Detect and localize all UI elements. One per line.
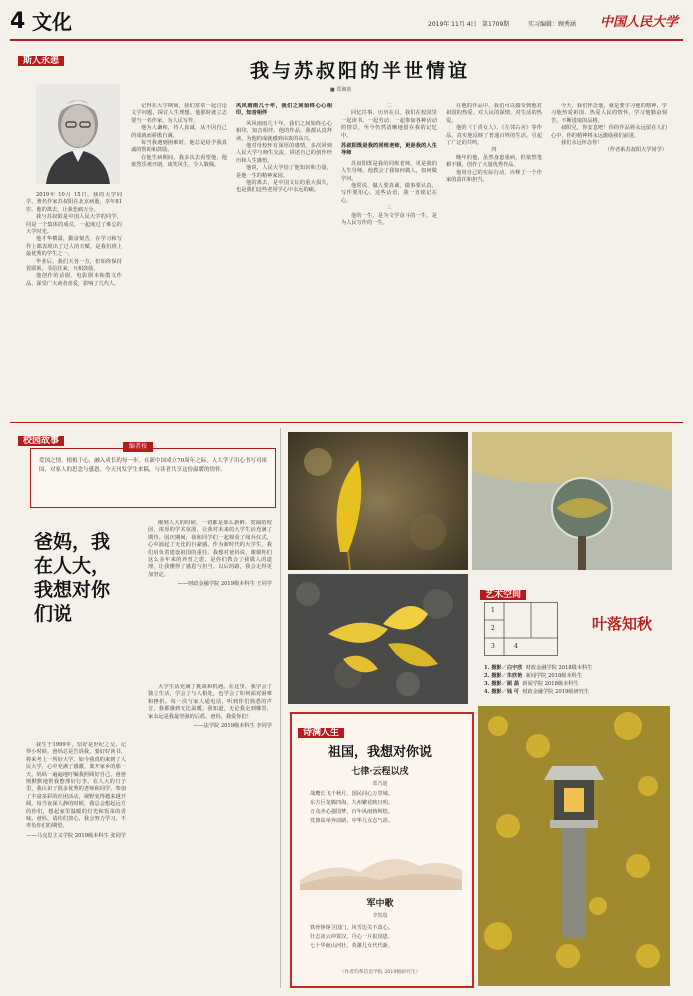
masthead-rule — [10, 39, 683, 41]
photo-3-yellow-leaves — [288, 574, 468, 704]
poem-2-title: 军中歌 — [366, 899, 394, 909]
photo-grid-diagram: 1 2 3 4 — [484, 602, 558, 656]
poem-1-title: 七律·云程以戌 — [351, 767, 409, 777]
newspaper-logo: 中国人民大学 — [600, 15, 679, 30]
lead-byline: ■ 郑湘筱 — [330, 87, 352, 93]
credit-row: 4. 摄影／钱 可 财政金融学院 2019级研究生 — [484, 689, 590, 695]
section-label-art: 艺术空间 — [480, 590, 526, 600]
campus-left-col: 我生于1999年，恰好是世纪之交。记得小时候，爸妈总是告诉我，要好好读书，将来考上一所好大学。如今我真的来到了人民大学，心中充满了感激。离开家乡的那一天，妈妈一遍遍地叮嘱我照顾好自己，爸爸则默默地帮我整理好行李。在人大的日子里，我认识了很多优秀的老师和同学，参加了丰富多彩的社团活动，视野变得越来越开阔。每当夜深人静的时候，我总会想起远方的你们，想起家里温暖的灯光和饭菜的香味。爸妈，请你们放心，我会努力学习，不辜负你们的期望。 ——马克思主义学院 2019级本科生 张同学 — [26, 742, 126, 839]
section-name: 文化 — [32, 10, 72, 34]
editor-note-label: 编者按 — [123, 442, 153, 452]
lead-highlight-1: 风风雨雨几十年，我们之间始终心心相印，知音相伴 — [236, 103, 332, 117]
editor-note-text: 爱国之情，植根于心，融入成长的每一步。在新中国成立70周年之际，人大学子用心书写对祖国、对家人的思念与感恩。今天刊发学生来稿，与读者共享这份温暖的情怀。 — [39, 458, 267, 473]
editor-note-box — [30, 443, 276, 508]
lead-highlight-2: 苏叔阳既是我的同班老师，更是我的人生导师 — [341, 143, 437, 157]
page-number: 4 — [10, 9, 26, 34]
lead-col-2: 记得在大学期间，我们常常一起讨论文学问题，探讨人生理想。他那时就立志要当一名作家，为人民写作。 他为人谦和，待人真诚，从不因自己的成就而骄傲自满。 每当我遇到困难时，他总是给予我真诚的帮助和鼓励。 在他生病期间，我多次去看望他，他依然乐观开朗，谈笑风生，令人敬佩。 — [131, 103, 227, 169]
poetry-footnote: （作者均系信息学院 2019级研究生） — [339, 970, 421, 975]
column-divider — [280, 428, 281, 988]
photo-credits — [484, 664, 674, 696]
issue-number: 第1709期 — [482, 21, 510, 28]
credit-row: 2. 摄影／朱欣艳 新闻学院 2018级本科生 — [484, 673, 583, 679]
lead-col-5: 在他的作品中，我们可以感受到他对祖国的热爱、对人民的深情、对生活的热爱。 他的《丁香女人》、《左邻右舍》等作品，真实地反映了普通百姓的生活，引起了广泛的共鸣。 四 晚年的他，虽然身患重病，但依然笔耕不辍，创作了大量优秀作品。 他用自己的实际行动，诠释了一个作家的责任和担当。 — [446, 103, 542, 184]
credit-row: 1. 摄影／白宇欣 财政金融学院 2018级本科生 — [484, 665, 593, 671]
poetry-box — [290, 712, 474, 988]
poetry-illustration — [300, 830, 462, 890]
section-label-campus: 校园故事 — [18, 436, 64, 446]
photo-1-ginkgo-leaf — [288, 432, 468, 570]
editor-credit: 实习编辑：顾秀涵 — [528, 21, 577, 28]
poem-1-author: 郑乃迪 — [372, 781, 388, 787]
poetry-title: 祖国，我想对你说 — [327, 745, 432, 760]
poem-2-body: 铁骨铮铮卫国门，风雪边关不改心。 壮志凌云冲霄汉，丹心一片报国恩。 七十华诞山河壮，英雄儿女代代新。 — [310, 925, 394, 949]
photo-4-lantern-leaves — [478, 706, 670, 986]
lead-col-6: 今天，我们怀念他，就是要学习他的精神，学习他热爱祖国、热爱人民的情怀，学习他勤奋刻苦、不断进取的品格。 叔阳兄，你安息吧！你的作品将永远留在人们心中，你的精神将永远激励我们前进。 我们永远怀念你！ （作者系苏叔阳大学同学） — [551, 103, 667, 154]
lead-col-1: 2019年 10月 15日，我的大学同学、著名作家苏叔阳在北京病逝，享年81岁。他的离去，让我悲痛万分。 我与苏叔阳是中国人民大学的同学，同是一个集体的成员，一起度过了难忘的大学时光。 他才华横溢，勤奋刻苦，在学习和写作上都表现出了过人的天赋，是我们班上最优秀的学生之一。 毕业后，我们天各一方，但始终保持着联系，书信往来，互相鼓励。 他创作的话剧、电影剧本和散文作品，深受广大读者喜爱，影响了几代人。 — [26, 192, 122, 287]
lead-col-3: 风风雨雨几十年，我们之间始终心心相印，知音相伴 风风雨雨几十年，我们之间始终心心相印，知音相伴。他的作品，我都认真拜读，为他的成就感到由衷的高兴。 他对母校怀有深厚的感情，多次回到人民大学与师生交流，讲述自己的创作经历和人生感悟。 他说，人民大学给了他知识和力量，是他一生的精神家园。 他的离去，是中国文坛的重大损失，也是我们这些老同学心中永远的痛。 — [236, 103, 332, 194]
lead-col-4: 二 回忆往事，历历在目。我们在校园里一起读书、一起劳动、一起参加各种活动的情景，至今仍然清晰地留在我的记忆中。 苏叔阳既是我的同班老师，更是我的人生导师 苏叔阳既是我的同班老师，更是我的人生导师。他教会了我如何做人，如何做学问。 他常说，做人要真诚，做事要认真，写作要用心。这些话语，我一直铭记在心。 三 他的一生，是为文学奋斗的一生，是为人民写作的一生。 — [341, 103, 437, 227]
gallery-title: 叶落知秋 — [592, 615, 653, 633]
campus-title: 爸妈，我在人大，我想对你们说 — [34, 531, 111, 625]
section-divider — [10, 422, 683, 423]
campus-mid-col-2: 大学生活充满了挑战和机遇。在这里，我学会了独立生活，学会了与人相处，也学会了如何面对困难和挫折。每一次与家人通电话，听到你们熟悉的声音，我都感到无比温暖。我知道，无论我走到哪里，家永远是我最坚强的后盾。爸妈，我爱你们！ ——法学院 2019级本科生 李同学 — [148, 684, 272, 730]
credit-row: 3. 摄影／顾 菡 新闻学院 2018级本科生 — [484, 681, 579, 687]
lead-title: 我与苏叔阳的半世情谊 — [249, 60, 470, 82]
campus-mid-col: 刚到人大的时候，一切都是那么新鲜。宽阔的校园，浓厚的学术氛围，让我对未来的大学生活充满了期待。国庆期间，我和同学们一起观看了阅兵仪式，心中涌起了无比的自豪感。作为新时代的大学生，我们肩负着建设祖国的重任。我想对爸妈说，谢谢你们这么多年来的养育之恩，是你们教会了我做人的道理，让我懂得了感恩与担当。以后的路，我会走得更加坚定。 ——财政金融学院 2019级本科生 王同学 — [148, 520, 272, 588]
author-portrait — [36, 84, 120, 184]
photo-2-lens-ball — [472, 432, 672, 570]
poem-1-body: 战鹰长飞千秋月，国民同心万里城。 东方巨龙腾四海，九州繁花映日明。 万众齐心强国梦，百年风雨铸辉煌。 党旗高举奔前路，中华儿女志气昂。 — [310, 791, 394, 824]
masthead — [10, 8, 683, 38]
poem-2-author: 李凯瑞 — [372, 913, 388, 919]
section-label-obit: 斯人永恙 — [18, 56, 64, 66]
section-label-poetry: 诗满人生 — [298, 728, 344, 738]
issue-date: 2019年 11月 4日 — [428, 21, 477, 28]
